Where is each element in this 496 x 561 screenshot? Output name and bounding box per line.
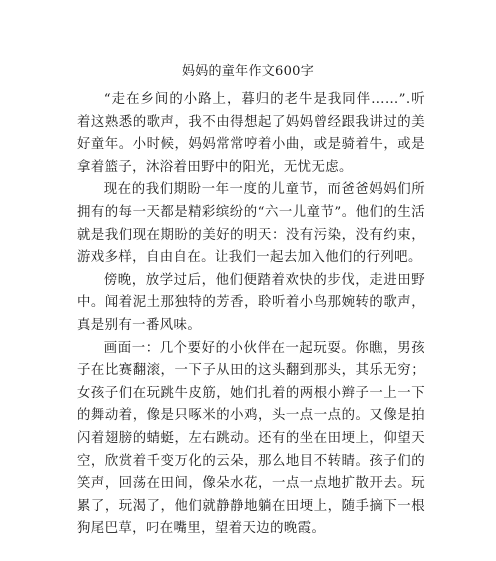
document-body [77,89,425,541]
paragraph: 画面一：几个要好的小伙伴在一起玩耍。你瞧，男孩子在比赛翻滚，一下子从田的这头翻到那头，其乐无穷；女孩子们在玩跳牛皮筋，她们扎着的两根小辫子一上一下的舞动着，像是只啄米的小鸡，头一点一点的。又像是拍闪着翅膀的蜻蜓，左右跳动。还有的坐在田埂上，仰望天空，欣赏着千变万化的云朵，那么地目不转睛。孩子们的笑声，回荡在田间，像朵水花，一点一点地扩散开去。玩累了，玩渴了，他们就静静地躺在田埂上，随手摘下一根狗尾巴草，叼在嘴里，望着天边的晚霞。 [77,340,425,537]
paragraph: 现在的我们期盼一年一度的儿童节，而爸爸妈妈们所拥有的每一天都是精彩缤纷的“六一儿童节”。他们的生活就是我们现在期盼的美好的明天：没有污染，没有约束，游戏多样，自由自在。让我们一起去加入他们的行列吧。 [77,182,425,266]
paragraph: “走在乡间的小路上，暮归的老牛是我同伴……”.听着这熟悉的歌声，我不由得想起了妈妈曾经跟我讲过的美好童年。小时候，妈妈常常哼着小曲，或是骑着牛，或是拿着篮子，沐浴着田野中的阳光，无忧无虑。 [77,92,425,175]
paragraph: 傍晚，放学过后，他们便踏着欢快的步伐，走进田野中。闻着泥土那独特的芳香，聆听着小鸟那婉转的歌声，真是别有一番风味。 [77,272,425,333]
document-title: 妈妈的童年作文600字 [181,64,315,79]
